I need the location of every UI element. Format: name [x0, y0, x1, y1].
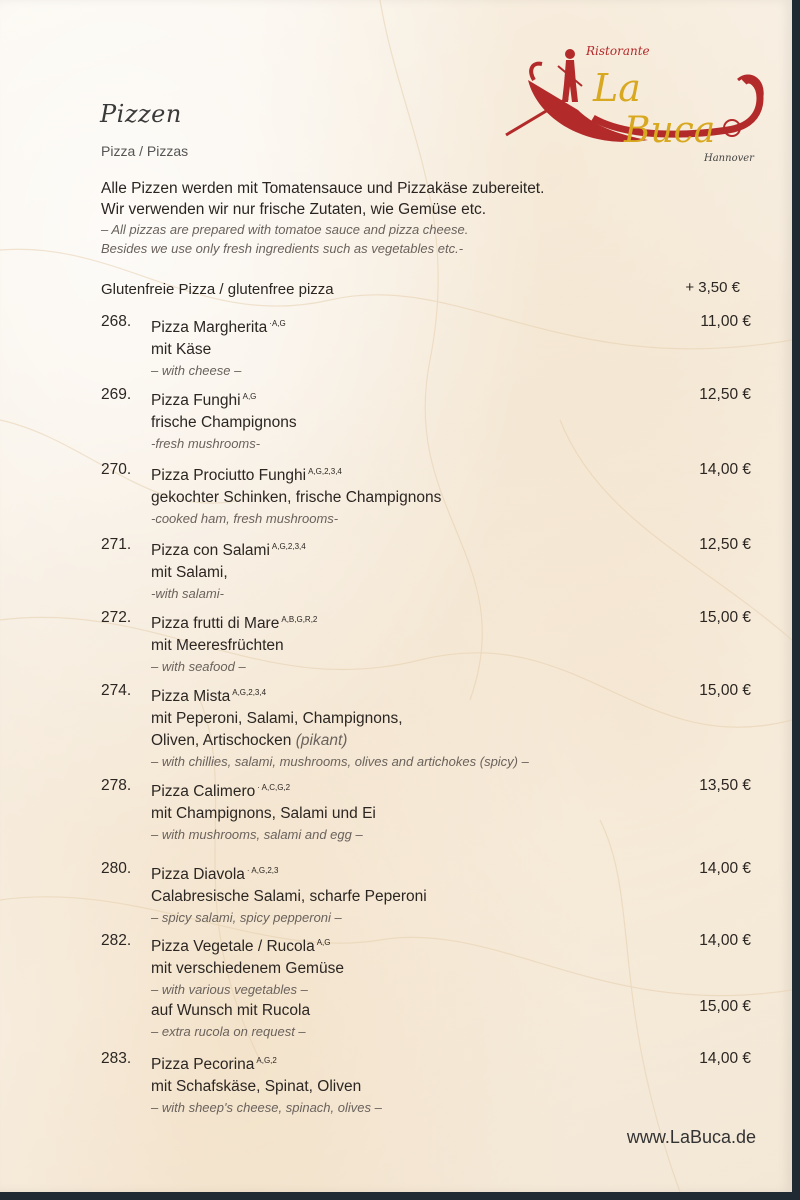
item-allergens: ·A,G	[269, 319, 286, 328]
item-allergens: · A,G,2,3	[246, 866, 279, 875]
item-number: 278.	[101, 777, 132, 794]
item-description-2: Oliven, Artischocken (pikant)	[151, 732, 348, 750]
item-name: Pizza Pecorina $^{A,G,2}$	[151, 1056, 277, 1074]
item-description: mit Käse	[151, 341, 212, 359]
item-number: 269.	[101, 386, 132, 403]
logo-ristorante: Ristorante	[586, 44, 650, 58]
intro-text	[101, 178, 621, 258]
item-allergens: A,G	[316, 938, 331, 947]
item-allergens: A,B,G,R,2	[281, 615, 318, 624]
item-extra: auf Wunsch mit Rucola	[151, 1002, 311, 1020]
item-extra-en: – extra rucola on request –	[151, 1024, 306, 1040]
spicy-note: (pikant)	[295, 732, 348, 750]
item-price: 14,00 €	[699, 461, 751, 478]
item-description: mit Salami,	[151, 564, 228, 582]
intro-de-line-1: Alle Pizzen werden mit Tomatensauce und Pizzakäse zubereitet.	[101, 180, 545, 197]
item-allergens: A,G,2,3,4	[232, 688, 267, 697]
item-name: Pizza Vegetale / Rucola $^{A,G}$	[151, 938, 331, 956]
item-number: 282.	[101, 932, 132, 949]
item-number: 274.	[101, 682, 132, 699]
item-number: 283.	[101, 1050, 132, 1067]
item-name: Pizza Diavola $^{\cdot A,G,2,3}$	[151, 866, 279, 884]
item-name: Pizza Calimero $^{\cdot A,C,G,2}$	[151, 783, 291, 801]
item-price: 12,50 €	[699, 386, 751, 403]
item-number: 271.	[101, 536, 132, 553]
item-description-en: – with seafood –	[151, 659, 246, 675]
item-price: 15,00 €	[699, 682, 751, 699]
item-description: mit Champignons, Salami und Ei	[151, 805, 376, 823]
logo-city: Hannover	[704, 153, 754, 164]
item-name: Pizza Prociutto Funghi $^{A,G,2,3,4}$	[151, 467, 342, 485]
item-description-en: – with chillies, salami, mushrooms, olives and artichokes (spicy) –	[151, 754, 529, 770]
item-name: Pizza con Salami $^{A,G,2,3,4}$	[151, 542, 306, 560]
item-description-en: – with various vegetables –	[151, 982, 308, 998]
item-description-en: -cooked ham, fresh mushrooms-	[151, 511, 339, 527]
item-price: 15,00 €	[699, 609, 751, 626]
item-description: gekochter Schinken, frische Champignons	[151, 489, 442, 507]
item-description-en: -fresh mushrooms-	[151, 436, 261, 452]
item-description: mit Peperoni, Salami, Champignons,	[151, 710, 403, 728]
website-link[interactable]: www.LaBuca.de	[626, 1127, 756, 1147]
gluten-free-price: + 3,50 €	[685, 279, 740, 296]
logo-la: La	[593, 66, 641, 110]
item-number: 280.	[101, 860, 132, 877]
item-name: Pizza Margherita $^{\cdot A,G}$	[151, 319, 286, 337]
item-description: mit Schafskäse, Spinat, Oliven	[151, 1078, 362, 1096]
item-number: 268.	[101, 313, 132, 330]
item-description: mit Meeresfrüchten	[151, 637, 284, 655]
gluten-free-label: Glutenfreie Pizza / glutenfree pizza	[101, 281, 334, 298]
item-allergens: · A,C,G,2	[257, 783, 291, 792]
item-allergens: A,G,2,3,4	[271, 542, 306, 551]
item-description: Calabresische Salami, scharfe Peperoni	[151, 888, 427, 906]
item-description-en: – spicy salami, spicy pepperoni –	[151, 910, 342, 926]
item-price: 14,00 €	[699, 932, 751, 949]
intro-en-line-2: Besides we use only fresh ingredients such as vegetables etc.-	[101, 241, 464, 256]
item-price: 12,50 €	[699, 536, 751, 553]
item-number: 270.	[101, 461, 132, 478]
item-description-en: – with sheep's cheese, spinach, olives –	[151, 1100, 382, 1116]
item-name: Pizza frutti di Mare $^{A,B,G,R,2}$	[151, 615, 318, 633]
item-price: 14,00 €	[699, 860, 751, 877]
item-description-en: – with mushrooms, salami and egg –	[151, 827, 363, 843]
item-number: 272.	[101, 609, 132, 626]
intro-de-line-2: Wir verwenden wir nur frische Zutaten, wie Gemüse etc.	[101, 201, 487, 218]
item-name: Pizza Funghi $^{A,G}$	[151, 392, 257, 410]
intro-en-line-1: – All pizzas are prepared with tomatoe sauce and pizza cheese.	[101, 222, 469, 237]
item-price: 11,00 €	[700, 313, 751, 330]
item-description-en: -with salami-	[151, 586, 224, 602]
section-title: Pizzen	[100, 100, 182, 128]
item-description-en: – with cheese –	[151, 363, 242, 379]
section-subtitle: Pizza / Pizzas	[101, 143, 189, 159]
item-price: 14,00 €	[699, 1050, 751, 1067]
item-description: mit verschiedenem Gemüse	[151, 960, 344, 978]
item-allergens: A,G,2,3,4	[308, 467, 342, 476]
item-name: Pizza Mista $^{A,G,2,3,4}$	[151, 688, 267, 706]
item-price: 13,50 €	[699, 777, 751, 794]
item-allergens: A,G,2	[256, 1056, 277, 1065]
item-description: frische Champignons	[151, 414, 297, 432]
item-allergens: A,G	[242, 392, 257, 401]
item-extra-price: 15,00 €	[699, 998, 751, 1015]
logo-buca: Buca	[624, 110, 716, 151]
